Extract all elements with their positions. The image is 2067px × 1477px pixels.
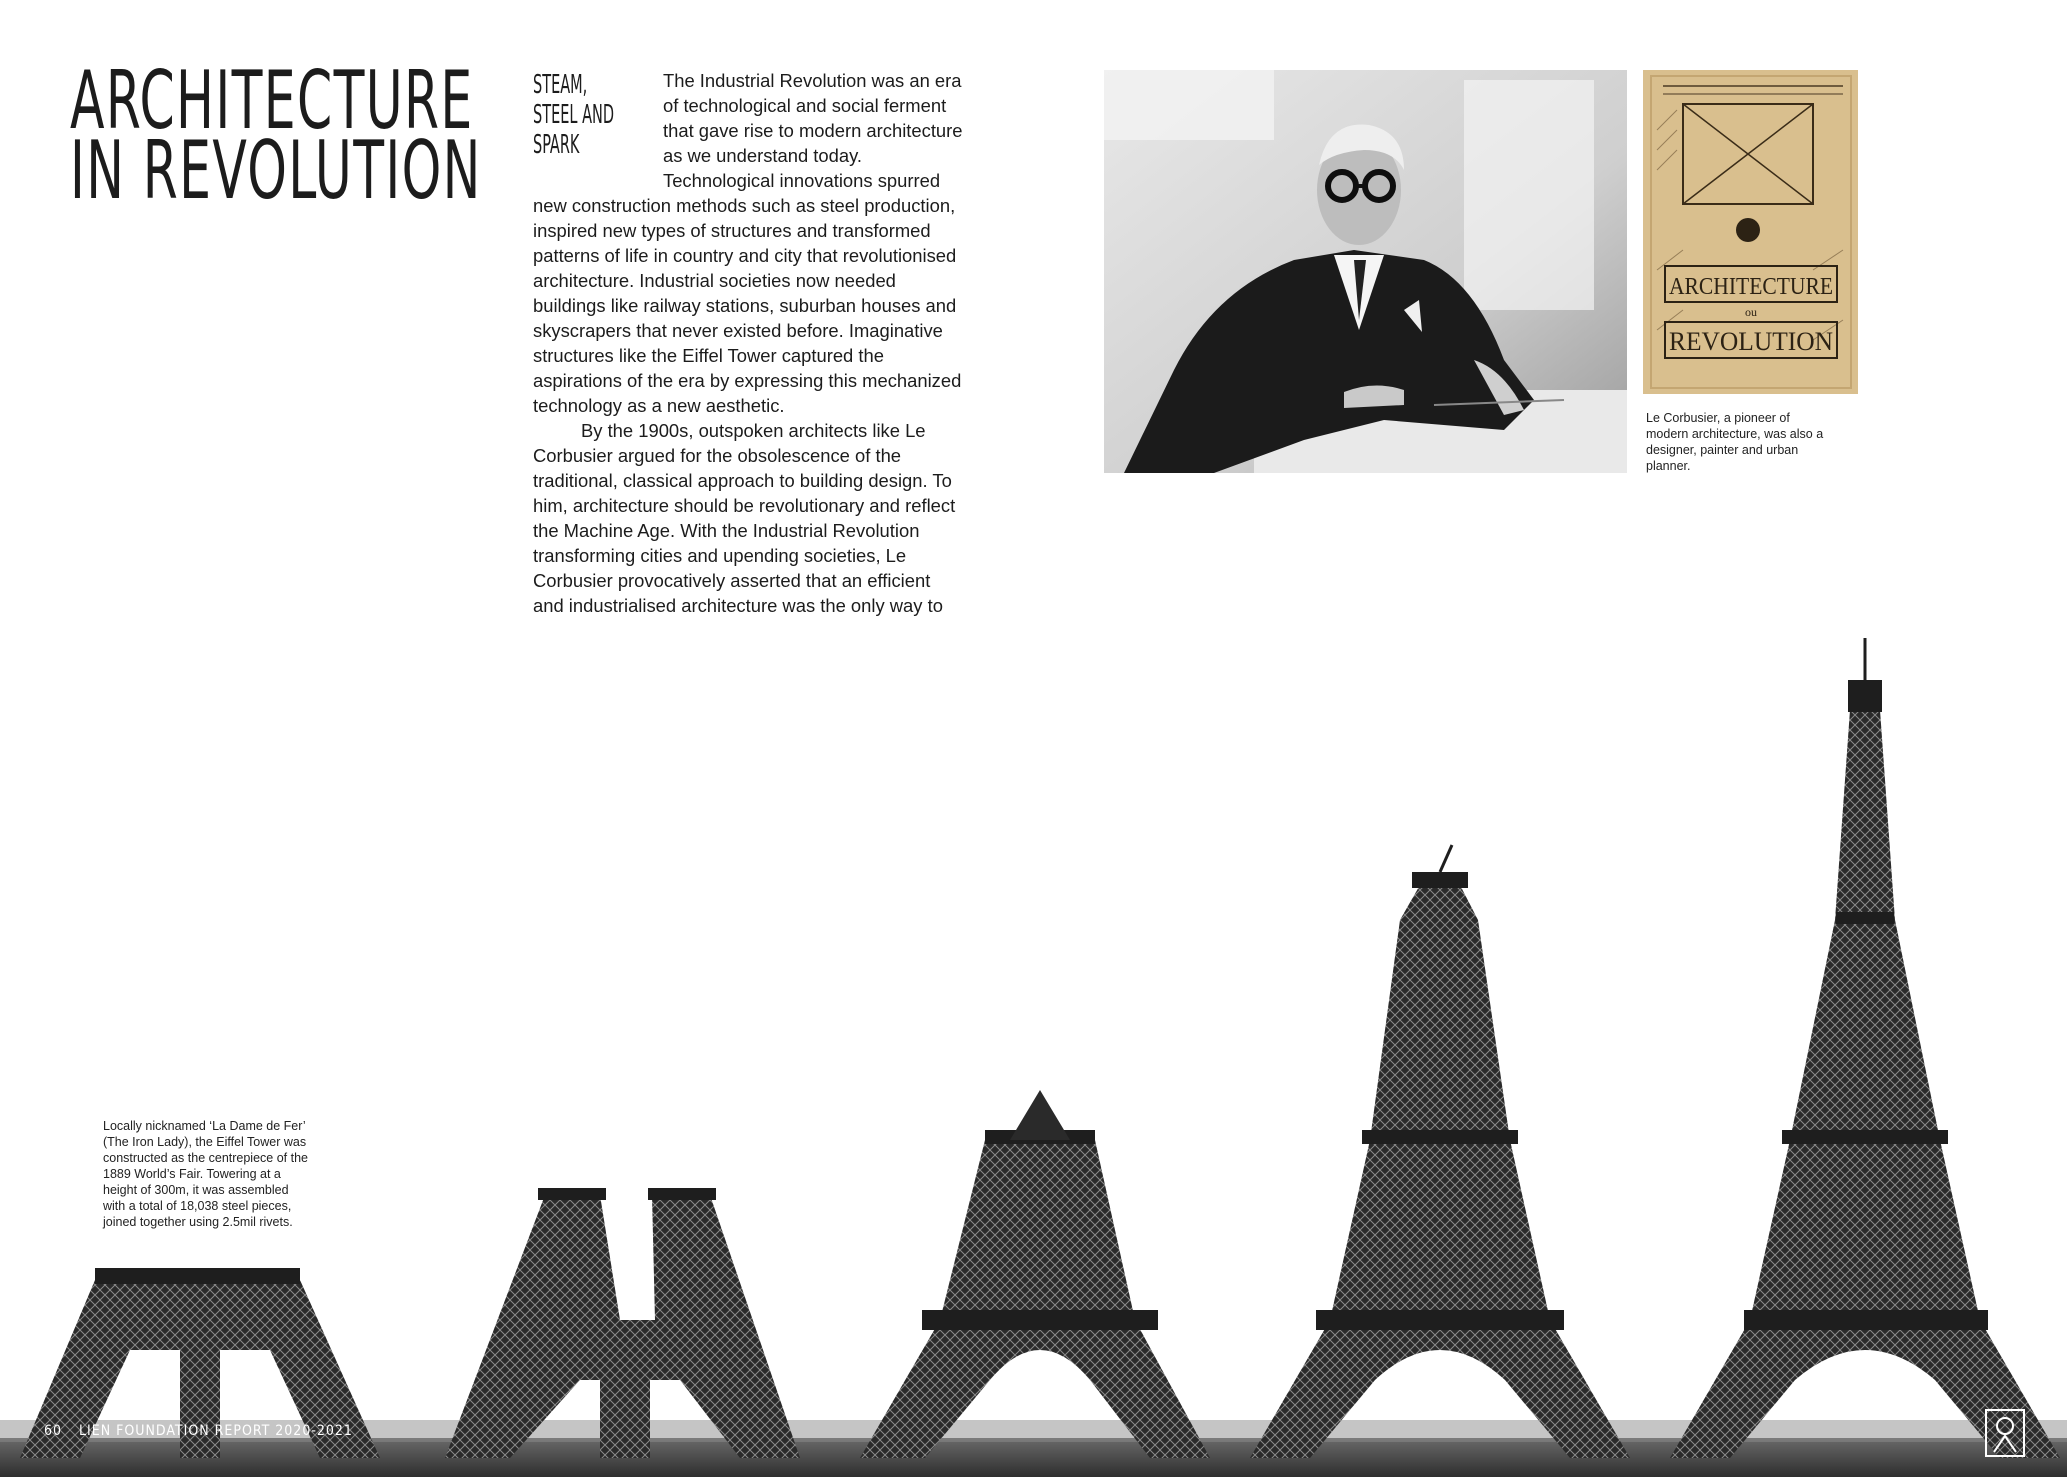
corbusier-caption: Le Corbusier, a pioneer of modern architecture, was also a designer, painter and urban planner. — [1646, 411, 1824, 473]
page-title-line-2: IN REVOLUTION — [70, 124, 482, 217]
le-corbusier-photo — [1104, 70, 1627, 473]
sketch-word-architecture: ARCHITECTURE — [1669, 274, 1833, 300]
article-paragraph-2: By the 1900s, outspoken architects like Le Corbusier argued for the obsolescence of the traditional, classical approach to building design. To him, architecture should be revolutionary and reflect the Machine Age. With the Industrial Revolution transforming cities and upending societies, Le Corbusier provocatively asserted that an efficient and industrialised architecture was the only way to — [533, 420, 956, 616]
page-title-line-1: ARCHITECTURE — [70, 54, 474, 147]
eiffel-caption: Locally nicknamed ‘La Dame de Fer’ (The Iron Lady), the Eiffel Tower was constructed as the centrepiece of the 1889 World’s Fair. Towering at a height of 300m, it was assembled with a total of 18,038 steel pieces, joined together using 2.5mil rivets. — [103, 1119, 308, 1229]
publication-name: LIEN FOUNDATION REPORT 2020-2021 — [79, 1423, 353, 1439]
eiffel-tower-construction-sequence — [0, 620, 2067, 1477]
kicker-line-3: SPARK — [533, 130, 580, 160]
kicker-line-1: STEAM, — [533, 70, 588, 100]
foundation-logo-icon — [1984, 1408, 2026, 1458]
article-body — [533, 68, 965, 668]
section-kicker — [533, 68, 663, 188]
article-paragraph-1: The Industrial Revolution was an era of technological and social ferment that gave rise to modern architecture as we understand today. Technological innovations spurred new construction methods such as steel production, inspired new types of structures and transformed patterns of life in country and city that revolutionised architecture. Industrial societies now needed buildings like railway stations, suburban houses and skyscrapers that never existed before. Imaginative structures like the Eiffel Tower captured the aspirations of the era by expressing this mechanized technology as a new aesthetic. — [533, 70, 963, 416]
architecture-revolution-sketch — [1643, 70, 1858, 394]
sketch-word-revolution: REVOLUTION — [1669, 327, 1834, 356]
kicker-line-2: STEEL AND — [533, 100, 615, 130]
page-number: 60 — [44, 1423, 63, 1439]
page-footer — [44, 1423, 353, 1439]
sketch-word-ou: ou — [1745, 305, 1757, 319]
page-title — [70, 54, 482, 217]
